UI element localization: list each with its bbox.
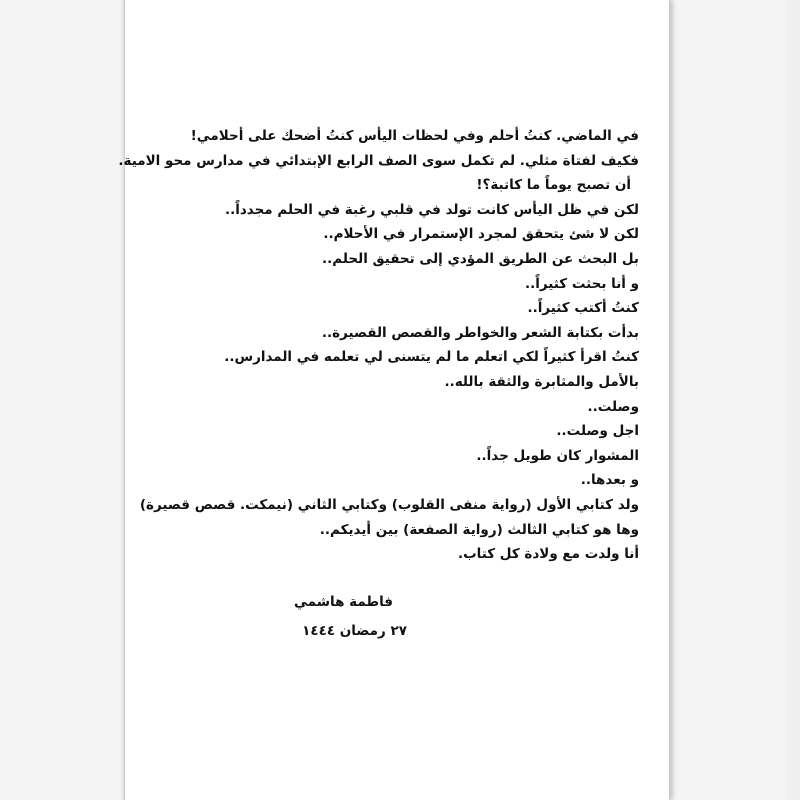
text-line: فكيف لفتاة مثلي. لم تكمل سوى الصف الرابع الإبتدائي في مدارس محو الامية. bbox=[118, 152, 639, 169]
signature-block bbox=[294, 588, 407, 646]
text-line: بل البحث عن الطريق المؤدي إلى تحقيق الحلم.. bbox=[322, 250, 639, 267]
document-page bbox=[118, 0, 670, 800]
text-line: اجل وصلت.. bbox=[556, 423, 639, 440]
text-line: ولد كتابي الأول (رواية منفى القلوب) وكتابي الثاني (نيمكت. قصص قصيرة) bbox=[139, 496, 639, 513]
signature-date: ٢٧ رمضان ١٤٤٤ bbox=[302, 623, 407, 639]
text-line: المشوار كان طويل جداً.. bbox=[476, 447, 639, 464]
text-line: و بعدها.. bbox=[580, 472, 639, 489]
page-background-edge bbox=[786, 0, 800, 800]
text-line: لكن في ظل اليأس كانت تولد في قلبي رغبة في الحلم مجدداً.. bbox=[224, 201, 639, 218]
text-line: لكن لا شئ يتحقق لمجرد الإستمرار في الأحلام.. bbox=[323, 226, 639, 243]
text-line: و أنا بحثت كثيراً.. bbox=[524, 275, 639, 292]
author-name: فاطمة هاشمي bbox=[294, 594, 393, 610]
text-line: أنا ولدت مع ولادة كل كتاب. bbox=[457, 546, 639, 563]
document-body bbox=[118, 124, 639, 567]
text-line: بدأت بكتابة الشعر والخواطر والقصص القصيرة.. bbox=[321, 324, 639, 341]
text-line: كنتُ أكتب كثيراً.. bbox=[527, 300, 639, 317]
text-line: وها هو كتابي الثالث (رواية الصفعة) بين أيديكم.. bbox=[319, 521, 639, 538]
text-line: في الماضي. كنتُ أحلم وفي لحظات اليأس كنتُ أضحك على أحلامي! bbox=[190, 128, 639, 144]
text-line: كنتُ اقرأ كثيراً لكي اتعلم ما لم يتسنى لي تعلمه في المدارس.. bbox=[224, 349, 639, 366]
text-line: وصلت.. bbox=[587, 398, 639, 415]
text-line: أن تصبح يوماً ما كاتبة؟! bbox=[476, 177, 631, 194]
text-line: بالأمل والمثابرة والثقة بالله.. bbox=[444, 373, 639, 390]
